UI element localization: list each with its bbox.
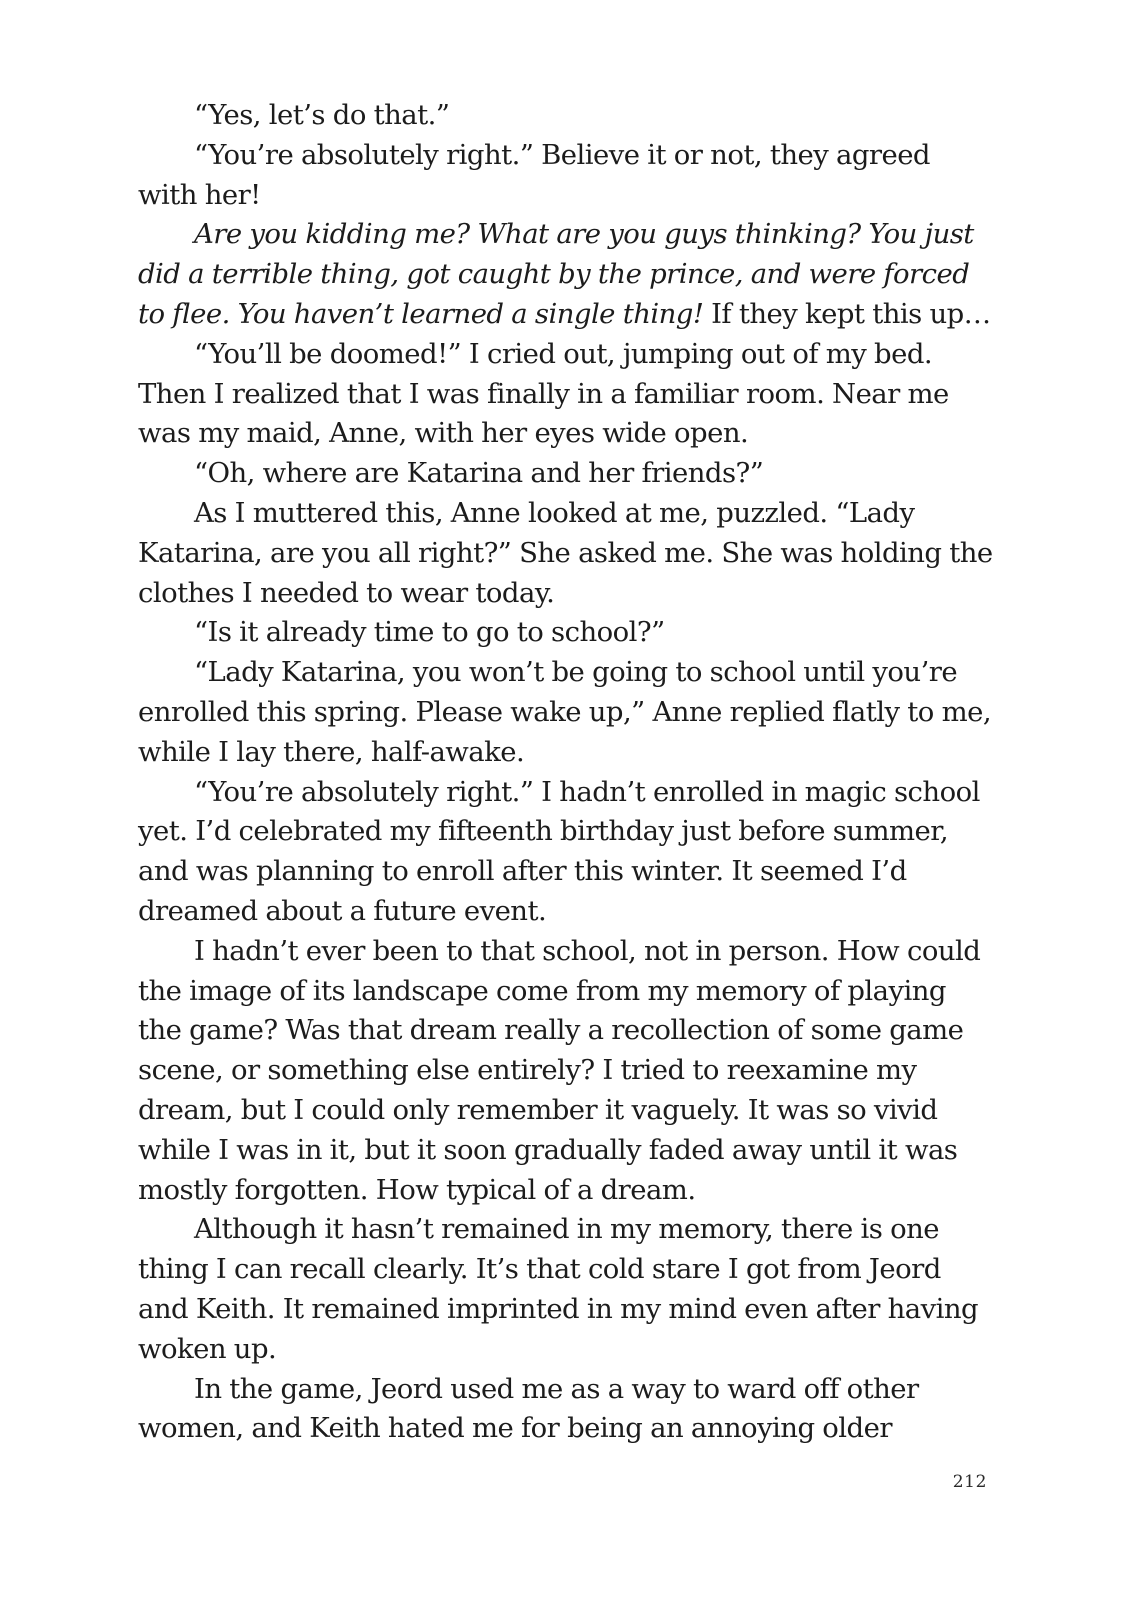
paragraph-5: [138, 454, 996, 494]
paragraph-text: “Yes, let’s do that.”: [194, 99, 450, 131]
paragraph-3: [138, 215, 996, 334]
paragraph-1: [138, 96, 996, 136]
paragraph-7: [138, 613, 996, 653]
paragraph-text: Although it hasn’t remained in my memory, there is one thing I can recall clearly. It’s that cold stare I got from Jeord and Keith. It remained imprinted in my mind even after having woken up.: [138, 1213, 979, 1365]
paragraph-text: As I muttered this, Anne looked at me, puzzled. “Lady Katarina, are you all right?” She asked me. She was holding the clothes I needed to wear today.: [138, 496, 993, 609]
paragraph-text: “Oh, where are Katarina and her friends?”: [194, 457, 764, 490]
page-body: [138, 96, 996, 1449]
paragraph-9: [138, 773, 996, 932]
paragraph-2: [138, 136, 996, 216]
paragraph-text: “Lady Katarina, you won’t be going to school until you’re enrolled this spring. Please wake up,” Anne replied flatly to me, while I lay there, half-awake.: [138, 656, 992, 768]
paragraph-12: [138, 1370, 996, 1450]
paragraph-text: “You’re absolutely right.” I hadn’t enrolled in magic school yet. I’d celebrated my fifteenth birthday just before summer, and was planning to enroll after this winter. It seemed I’d dreamed about a future event.: [138, 775, 980, 927]
paragraph-8: [138, 653, 996, 772]
page-number: 212: [952, 1472, 987, 1492]
paragraph-text: “You’ll be doomed!” I cried out, jumping out of my bed. Then I realized that I was finally in a familiar room. Near me was my maid, Anne, with her eyes wide open.: [138, 337, 949, 450]
paragraph-6: [138, 494, 996, 613]
paragraph-text: In the game, Jeord used me as a way to ward off other women, and Keith hated me for being an annoying older: [138, 1372, 919, 1445]
italic-inner-thought: Are you kidding me? What are you guys thinking? You just did a terrible thing, got caught by the prince, and were forced to flee. You haven’t learned a single thing!: [138, 218, 974, 330]
paragraph-text: “You’re absolutely right.” Believe it or not, they agreed with her!: [138, 138, 930, 211]
paragraph-10: [138, 932, 996, 1211]
paragraph-text: “Is it already time to go to school?”: [194, 616, 665, 649]
paragraph-text: I hadn’t ever been to that school, not in person. How could the image of its landscape come from my memory of playing the game? Was that dream really a recollection of some game scene, or something else entirely? I tried to reexamine my dream, but I could only remember it vaguely. It was so vivid while I was in it, but it soon gradually faded away until it was mostly forgotten. How typical of a dream.: [138, 934, 981, 1206]
paragraph-4: [138, 335, 996, 454]
paragraph-text: If they kept this up…: [703, 297, 991, 330]
paragraph-11: [138, 1210, 996, 1369]
